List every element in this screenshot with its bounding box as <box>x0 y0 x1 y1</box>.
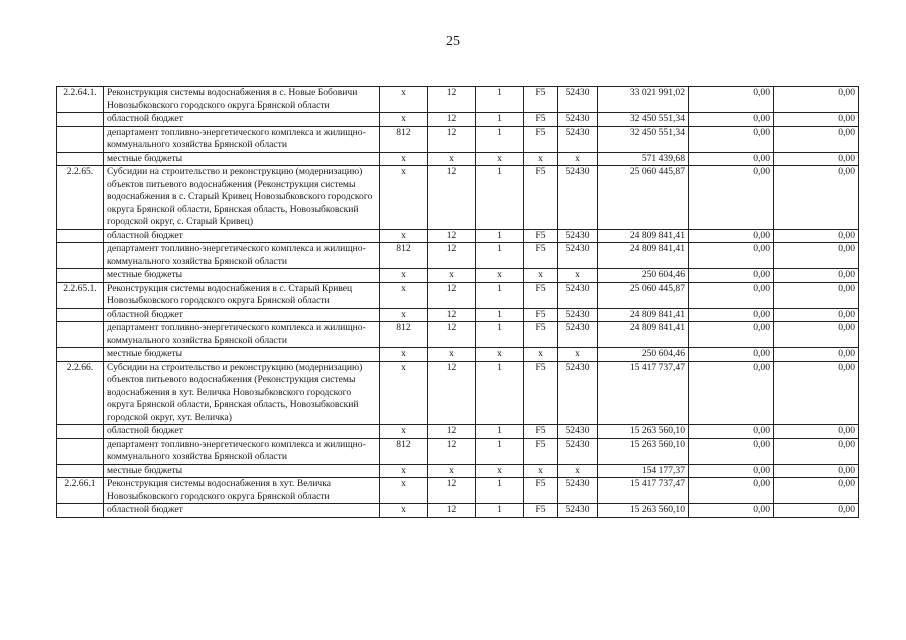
description-cell: Реконструкция системы водоснабжения в с. Старый Кривец Новозыбковского городского округа Брянской области <box>104 282 380 308</box>
admin-code-cell: х <box>380 348 428 362</box>
table-row <box>57 282 859 308</box>
row-number-cell <box>57 308 104 322</box>
page-number: 25 <box>446 34 460 49</box>
subsection-code-cell: 1 <box>476 87 524 113</box>
description-cell: местные бюджеты <box>104 348 380 362</box>
subsection-code-cell: х <box>476 269 524 283</box>
section-code-cell: 12 <box>428 438 476 464</box>
section-code-cell: 12 <box>428 322 476 348</box>
target-code-cell: 52430 <box>558 438 598 464</box>
row-number-cell: 2.2.66. <box>57 361 104 425</box>
description-cell: областной бюджет <box>104 425 380 439</box>
section-code-cell: 12 <box>428 478 476 504</box>
admin-code-cell: х <box>380 478 428 504</box>
subsection-code-cell: 1 <box>476 478 524 504</box>
amount-year3-cell: 0,00 <box>774 282 859 308</box>
amount-year3-cell: 0,00 <box>774 152 859 166</box>
admin-code-cell: 812 <box>380 126 428 152</box>
admin-code-cell: х <box>380 113 428 127</box>
target-code-cell: 52430 <box>558 478 598 504</box>
project-code-cell: х <box>524 348 558 362</box>
target-code-cell: 52430 <box>558 126 598 152</box>
amount-year3-cell: 0,00 <box>774 438 859 464</box>
description-cell: областной бюджет <box>104 113 380 127</box>
amount-year2-cell: 0,00 <box>689 282 774 308</box>
amount-year2-cell: 0,00 <box>689 322 774 348</box>
subsection-code-cell: 1 <box>476 282 524 308</box>
target-code-cell: 52430 <box>558 282 598 308</box>
section-code-cell: 12 <box>428 504 476 518</box>
project-code-cell: F5 <box>524 229 558 243</box>
amount-year3-cell: 0,00 <box>774 126 859 152</box>
section-code-cell: х <box>428 269 476 283</box>
amount-year1-cell: 24 809 841,41 <box>598 308 689 322</box>
amount-year1-cell: 571 439,68 <box>598 152 689 166</box>
table-row <box>57 478 859 504</box>
table-row <box>57 348 859 362</box>
description-cell: местные бюджеты <box>104 269 380 283</box>
section-code-cell: 12 <box>428 126 476 152</box>
table-row <box>57 269 859 283</box>
project-code-cell: F5 <box>524 282 558 308</box>
admin-code-cell: 812 <box>380 438 428 464</box>
admin-code-cell: х <box>380 166 428 230</box>
amount-year3-cell: 0,00 <box>774 166 859 230</box>
target-code-cell: 52430 <box>558 322 598 348</box>
section-code-cell: 12 <box>428 361 476 425</box>
table-row <box>57 152 859 166</box>
target-code-cell: х <box>558 464 598 478</box>
subsection-code-cell: 1 <box>476 322 524 348</box>
description-cell: департамент топливно-энергетического комплекса и жилищно-коммунального хозяйства Брянской области <box>104 322 380 348</box>
amount-year1-cell: 32 450 551,34 <box>598 113 689 127</box>
admin-code-cell: х <box>380 229 428 243</box>
amount-year1-cell: 15 417 737,47 <box>598 361 689 425</box>
amount-year2-cell: 0,00 <box>689 229 774 243</box>
target-code-cell: х <box>558 269 598 283</box>
amount-year2-cell: 0,00 <box>689 166 774 230</box>
amount-year2-cell: 0,00 <box>689 504 774 518</box>
table-row <box>57 243 859 269</box>
target-code-cell: 52430 <box>558 361 598 425</box>
amount-year3-cell: 0,00 <box>774 504 859 518</box>
admin-code-cell: х <box>380 152 428 166</box>
target-code-cell: 52430 <box>558 87 598 113</box>
amount-year1-cell: 15 263 560,10 <box>598 425 689 439</box>
amount-year2-cell: 0,00 <box>689 243 774 269</box>
admin-code-cell: х <box>380 504 428 518</box>
subsection-code-cell: 1 <box>476 308 524 322</box>
admin-code-cell: х <box>380 87 428 113</box>
target-code-cell: 52430 <box>558 229 598 243</box>
amount-year3-cell: 0,00 <box>774 269 859 283</box>
row-number-cell <box>57 113 104 127</box>
amount-year1-cell: 15 263 560,10 <box>598 504 689 518</box>
project-code-cell: F5 <box>524 438 558 464</box>
admin-code-cell: 812 <box>380 243 428 269</box>
subsection-code-cell: 1 <box>476 229 524 243</box>
target-code-cell: х <box>558 348 598 362</box>
amount-year2-cell: 0,00 <box>689 348 774 362</box>
amount-year3-cell: 0,00 <box>774 87 859 113</box>
subsection-code-cell: х <box>476 348 524 362</box>
table-row <box>57 438 859 464</box>
amount-year3-cell: 0,00 <box>774 361 859 425</box>
amount-year2-cell: 0,00 <box>689 126 774 152</box>
section-code-cell: 12 <box>428 425 476 439</box>
amount-year2-cell: 0,00 <box>689 308 774 322</box>
project-code-cell: F5 <box>524 308 558 322</box>
description-cell: областной бюджет <box>104 504 380 518</box>
admin-code-cell: х <box>380 282 428 308</box>
row-number-cell <box>57 464 104 478</box>
section-code-cell: 12 <box>428 308 476 322</box>
target-code-cell: 52430 <box>558 166 598 230</box>
amount-year3-cell: 0,00 <box>774 243 859 269</box>
target-code-cell: х <box>558 152 598 166</box>
description-cell: департамент топливно-энергетического комплекса и жилищно-коммунального хозяйства Брянской области <box>104 438 380 464</box>
admin-code-cell: х <box>380 269 428 283</box>
description-cell: областной бюджет <box>104 229 380 243</box>
project-code-cell: F5 <box>524 504 558 518</box>
table-row <box>57 361 859 425</box>
amount-year1-cell: 15 263 560,10 <box>598 438 689 464</box>
subsection-code-cell: х <box>476 152 524 166</box>
subsection-code-cell: 1 <box>476 126 524 152</box>
row-number-cell <box>57 269 104 283</box>
amount-year3-cell: 0,00 <box>774 478 859 504</box>
section-code-cell: х <box>428 464 476 478</box>
target-code-cell: 52430 <box>558 243 598 269</box>
project-code-cell: F5 <box>524 87 558 113</box>
amount-year1-cell: 250 604,46 <box>598 348 689 362</box>
subsection-code-cell: 1 <box>476 504 524 518</box>
section-code-cell: 12 <box>428 282 476 308</box>
amount-year1-cell: 24 809 841,41 <box>598 229 689 243</box>
amount-year2-cell: 0,00 <box>689 464 774 478</box>
description-cell: департамент топливно-энергетического комплекса и жилищно-коммунального хозяйства Брянской области <box>104 126 380 152</box>
table-row <box>57 113 859 127</box>
description-cell: Субсидии на строительство и реконструкцию (модернизацию) объектов питьевого водоснабжения (Реконструкция системы водоснабжения в хут. Величка Новозыбковского городского округа Брянской области, Брянская область, Новозыбковский городской округ, хут. Величка) <box>104 361 380 425</box>
table-row <box>57 166 859 230</box>
amount-year1-cell: 24 809 841,41 <box>598 322 689 348</box>
project-code-cell: F5 <box>524 322 558 348</box>
subsection-code-cell: 1 <box>476 361 524 425</box>
amount-year2-cell: 0,00 <box>689 269 774 283</box>
amount-year1-cell: 154 177,37 <box>598 464 689 478</box>
row-number-cell <box>57 126 104 152</box>
target-code-cell: 52430 <box>558 425 598 439</box>
table-row <box>57 504 859 518</box>
admin-code-cell: х <box>380 361 428 425</box>
row-number-cell <box>57 504 104 518</box>
subsection-code-cell: х <box>476 464 524 478</box>
amount-year1-cell: 24 809 841,41 <box>598 243 689 269</box>
amount-year1-cell: 25 060 445,87 <box>598 166 689 230</box>
amount-year3-cell: 0,00 <box>774 464 859 478</box>
section-code-cell: 12 <box>428 113 476 127</box>
amount-year2-cell: 0,00 <box>689 425 774 439</box>
description-cell: Реконструкция системы водоснабжения в хут. Величка Новозыбковского городского округа Брянской области <box>104 478 380 504</box>
description-cell: Реконструкция системы водоснабжения в с. Новые Бобовичи Новозыбковского городского округа Брянской области <box>104 87 380 113</box>
table-row <box>57 322 859 348</box>
amount-year3-cell: 0,00 <box>774 348 859 362</box>
target-code-cell: 52430 <box>558 308 598 322</box>
amount-year3-cell: 0,00 <box>774 322 859 348</box>
project-code-cell: F5 <box>524 478 558 504</box>
project-code-cell: F5 <box>524 243 558 269</box>
amount-year2-cell: 0,00 <box>689 478 774 504</box>
row-number-cell: 2.2.64.1. <box>57 87 104 113</box>
table-row <box>57 464 859 478</box>
amount-year2-cell: 0,00 <box>689 361 774 425</box>
row-number-cell <box>57 322 104 348</box>
amount-year2-cell: 0,00 <box>689 87 774 113</box>
admin-code-cell: х <box>380 308 428 322</box>
table-row <box>57 87 859 113</box>
target-code-cell: 52430 <box>558 504 598 518</box>
project-code-cell: F5 <box>524 425 558 439</box>
amount-year3-cell: 0,00 <box>774 308 859 322</box>
amount-year3-cell: 0,00 <box>774 113 859 127</box>
section-code-cell: 12 <box>428 229 476 243</box>
admin-code-cell: х <box>380 425 428 439</box>
table-row <box>57 425 859 439</box>
amount-year1-cell: 32 450 551,34 <box>598 126 689 152</box>
subsection-code-cell: 1 <box>476 243 524 269</box>
table-row <box>57 229 859 243</box>
row-number-cell: 2.2.65.1. <box>57 282 104 308</box>
subsection-code-cell: 1 <box>476 425 524 439</box>
section-code-cell: 12 <box>428 166 476 230</box>
project-code-cell: F5 <box>524 166 558 230</box>
amount-year2-cell: 0,00 <box>689 113 774 127</box>
description-cell: местные бюджеты <box>104 152 380 166</box>
target-code-cell: 52430 <box>558 113 598 127</box>
amount-year1-cell: 15 417 737,47 <box>598 478 689 504</box>
row-number-cell <box>57 229 104 243</box>
amount-year2-cell: 0,00 <box>689 438 774 464</box>
amount-year3-cell: 0,00 <box>774 425 859 439</box>
subsection-code-cell: 1 <box>476 113 524 127</box>
row-number-cell: 2.2.65. <box>57 166 104 230</box>
project-code-cell: F5 <box>524 113 558 127</box>
admin-code-cell: х <box>380 464 428 478</box>
subsection-code-cell: 1 <box>476 438 524 464</box>
section-code-cell: х <box>428 152 476 166</box>
subsection-code-cell: 1 <box>476 166 524 230</box>
project-code-cell: F5 <box>524 361 558 425</box>
admin-code-cell: 812 <box>380 322 428 348</box>
amount-year1-cell: 250 604,46 <box>598 269 689 283</box>
row-number-cell <box>57 438 104 464</box>
amount-year2-cell: 0,00 <box>689 152 774 166</box>
amount-year3-cell: 0,00 <box>774 229 859 243</box>
project-code-cell: х <box>524 464 558 478</box>
amount-year1-cell: 25 060 445,87 <box>598 282 689 308</box>
section-code-cell: 12 <box>428 87 476 113</box>
description-cell: Субсидии на строительство и реконструкцию (модернизацию) объектов питьевого водоснабжения (Реконструкция системы водоснабжения в с. Старый Кривец Новозыбковского городского округа Брянской области, Брянская область, Новозыбковский городской округ, с. Старый Кривец) <box>104 166 380 230</box>
description-cell: департамент топливно-энергетического комплекса и жилищно-коммунального хозяйства Брянской области <box>104 243 380 269</box>
budget-table <box>56 86 859 518</box>
project-code-cell: F5 <box>524 126 558 152</box>
row-number-cell <box>57 348 104 362</box>
row-number-cell <box>57 243 104 269</box>
description-cell: местные бюджеты <box>104 464 380 478</box>
project-code-cell: х <box>524 269 558 283</box>
table-row <box>57 126 859 152</box>
row-number-cell <box>57 425 104 439</box>
row-number-cell: 2.2.66.1 <box>57 478 104 504</box>
section-code-cell: 12 <box>428 243 476 269</box>
description-cell: областной бюджет <box>104 308 380 322</box>
row-number-cell <box>57 152 104 166</box>
project-code-cell: х <box>524 152 558 166</box>
amount-year1-cell: 33 021 991,02 <box>598 87 689 113</box>
section-code-cell: х <box>428 348 476 362</box>
table-row <box>57 308 859 322</box>
